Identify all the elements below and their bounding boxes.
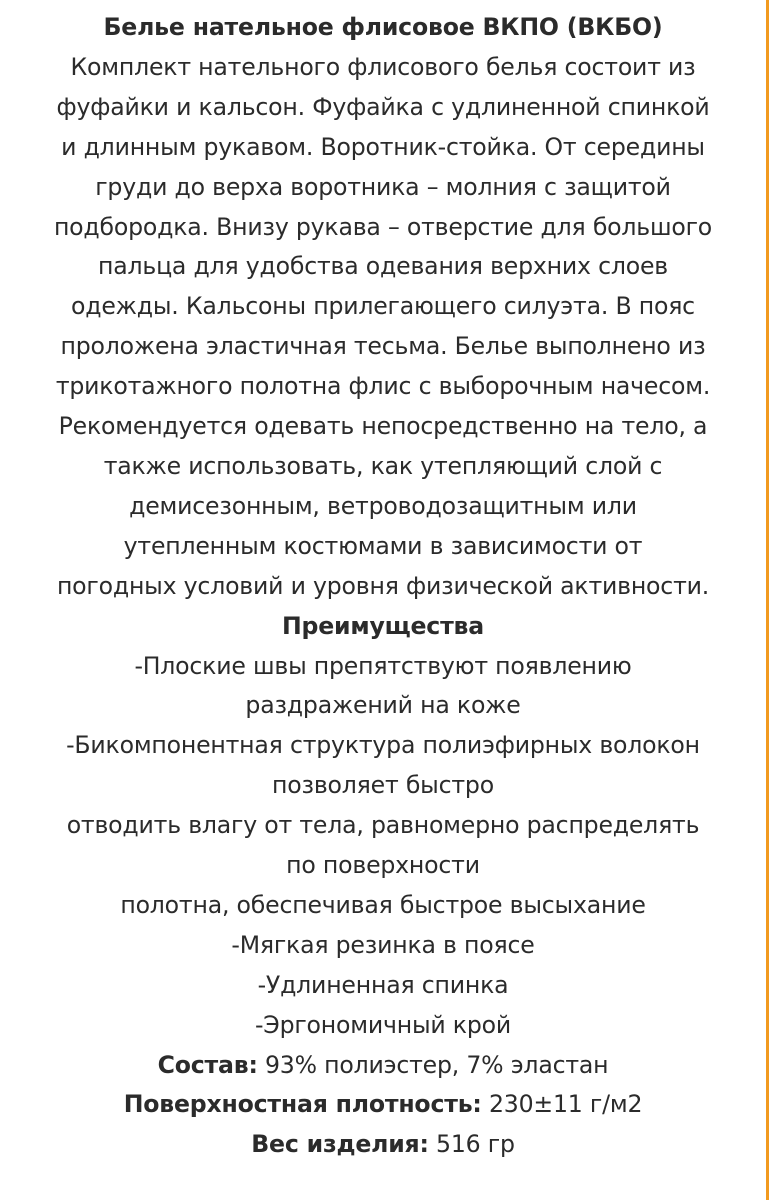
description-line: также использовать, как утепляющий слой с: [103, 451, 663, 480]
advantage-line: -Эргономичный крой: [254, 1010, 511, 1039]
description-line: груди до верха воротника – молния с защитой: [95, 172, 671, 201]
advantage-line: по поверхности: [286, 851, 480, 880]
description-line: погодных условий и уровня физической активности.: [56, 571, 710, 600]
description-line: одежды. Кальсоны прилегающего силуэта. В пояс: [71, 292, 695, 321]
description-line: Рекомендуется одевать непосредственно на тело, а: [58, 412, 708, 441]
description-line: подбородка. Внизу рукава – отверстие для большого: [53, 212, 713, 241]
description-line: и длинным рукавом. Воротник-стойка. От середины: [61, 132, 705, 161]
weight-label: Вес изделия:: [251, 1130, 429, 1159]
composition-spec: [0, 1046, 766, 1086]
weight-spec: [0, 1125, 766, 1165]
advantage-line: полотна, обеспечивая быстрое высыхание: [120, 890, 646, 919]
advantage-line: отводить влагу от тела, равномерно распределять: [66, 811, 700, 840]
description-line: фуфайки и кальсон. Фуфайка с удлиненной спинкой: [56, 92, 710, 121]
product-title: Белье нательное флисовое ВКПО (ВКБО): [103, 13, 663, 41]
composition-label: Состав:: [157, 1050, 258, 1079]
description-line: проложена эластичная тесьма. Белье выполнено из: [60, 332, 706, 361]
weight-value: 516 гр: [428, 1130, 515, 1159]
density-spec: [0, 1085, 766, 1125]
density-value: 230±11 г/м2: [481, 1090, 643, 1119]
advantage-line: -Удлиненная спинка: [257, 970, 509, 999]
advantage-line: позволяет быстро: [272, 771, 494, 800]
advantage-line: раздражений на коже: [245, 691, 521, 720]
composition-value: 93% полиэстер, 7% эластан: [257, 1050, 609, 1079]
description-line: трикотажного полотна флис с выборочным начесом.: [55, 372, 711, 401]
density-label: Поверхностная плотность:: [123, 1090, 482, 1119]
description-line: пальца для удобства одевания верхних слоев: [98, 252, 668, 281]
advantage-line: -Плоские швы препятствуют появлению: [134, 651, 632, 680]
advantages-list: [0, 647, 766, 1046]
product-description: [0, 8, 766, 1165]
description-text: [0, 48, 766, 607]
advantages-heading: Преимущества: [281, 611, 485, 640]
description-line: утепленным костюмами в зависимости от: [123, 531, 643, 560]
advantage-line: -Мягкая резинка в поясе: [231, 930, 535, 959]
description-line: Комплект нательного флисового белья состоит из: [70, 52, 696, 81]
advantage-line: -Бикомпонентная структура полиэфирных волокон: [66, 731, 700, 760]
description-line: демисезонным, ветроводозащитным или: [129, 491, 637, 520]
